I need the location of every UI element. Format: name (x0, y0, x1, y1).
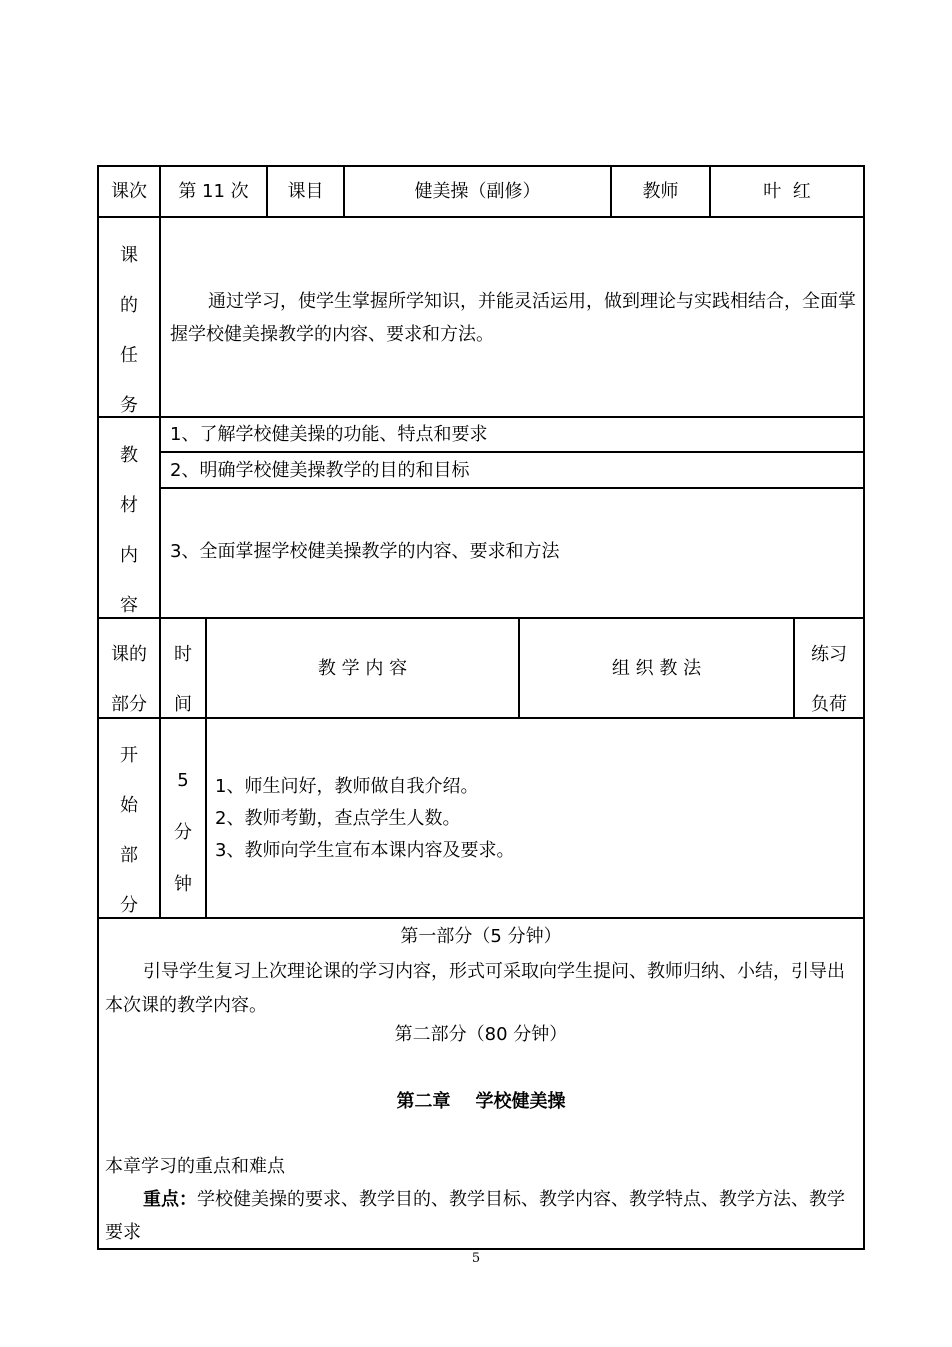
start-item-3: 3、教师向学生宣布本课内容及要求。 (215, 840, 515, 861)
material-item-2: 2、明确学校健美操教学的目的和目标 (170, 460, 470, 481)
row-divider (97, 917, 865, 919)
lesson-plan-table (97, 165, 865, 1250)
time-header: 时 间 (174, 644, 192, 715)
row-divider (97, 717, 865, 719)
table-border-right (863, 165, 865, 1250)
key-paragraph (105, 1183, 857, 1249)
part1-text: 引导学生复习上次理论课的学习内容，形式可采取向学生提问、教师归纳、小结，引导出本次课的教学内容。 (105, 961, 845, 1016)
key-text: 学校健美操的要求、教学目的、教学目标、教学内容、教学特点、教学方法、教学要求 (105, 1189, 845, 1243)
material-label: 教 材 内 容 (120, 445, 138, 616)
key-intro: 本章学习的重点和难点 (105, 1156, 285, 1177)
row-divider (160, 451, 865, 453)
content-header: 教 学 内 容 (317, 658, 408, 679)
material-item-3: 3、全面掌握学校健美操教学的内容、要求和方法 (170, 541, 560, 562)
teacher-label: 教师 (642, 181, 679, 202)
lesson-label: 课次 (111, 181, 147, 202)
material-item-1: 1、了解学校健美操的功能、特点和要求 (170, 424, 488, 445)
method-header: 组 织 教 法 (611, 658, 702, 679)
course-value: 健美操（副修） (414, 181, 541, 202)
part2-title: 第二部分（80 分钟） (394, 1024, 568, 1045)
start-item-2: 2、教师考勤，查点学生人数。 (215, 808, 461, 829)
row-divider (97, 617, 865, 619)
task-text: 通过学习，使学生掌握所学知识，并能灵活运用，做到理论与实践相结合，全面掌握学校健美操教学的内容、要求和方法。 (170, 291, 856, 345)
start-item-1: 1、师生问好，教师做自我介绍。 (215, 776, 479, 797)
start-part-label: 开 始 部 分 (120, 745, 138, 916)
part1-title: 第一部分（5 分钟） (400, 926, 562, 947)
lesson-value: 第 11 次 (178, 181, 249, 202)
row-divider (97, 416, 865, 418)
teacher-value: 叶 红 (763, 181, 811, 202)
key-label: 重点： (143, 1189, 197, 1210)
part-header: 课的 部分 (111, 644, 147, 715)
page-number: 5 (471, 1251, 481, 1266)
row-divider (160, 487, 865, 489)
row-divider (97, 216, 865, 218)
start-part-time: 5 分 钟 (174, 770, 192, 895)
table-border-top (97, 165, 865, 167)
chapter-title: 第二章 学校健美操 (396, 1091, 566, 1112)
task-label: 课 的 任 务 (120, 245, 138, 416)
course-label: 课目 (287, 181, 324, 202)
load-header: 练习 负荷 (811, 644, 847, 715)
